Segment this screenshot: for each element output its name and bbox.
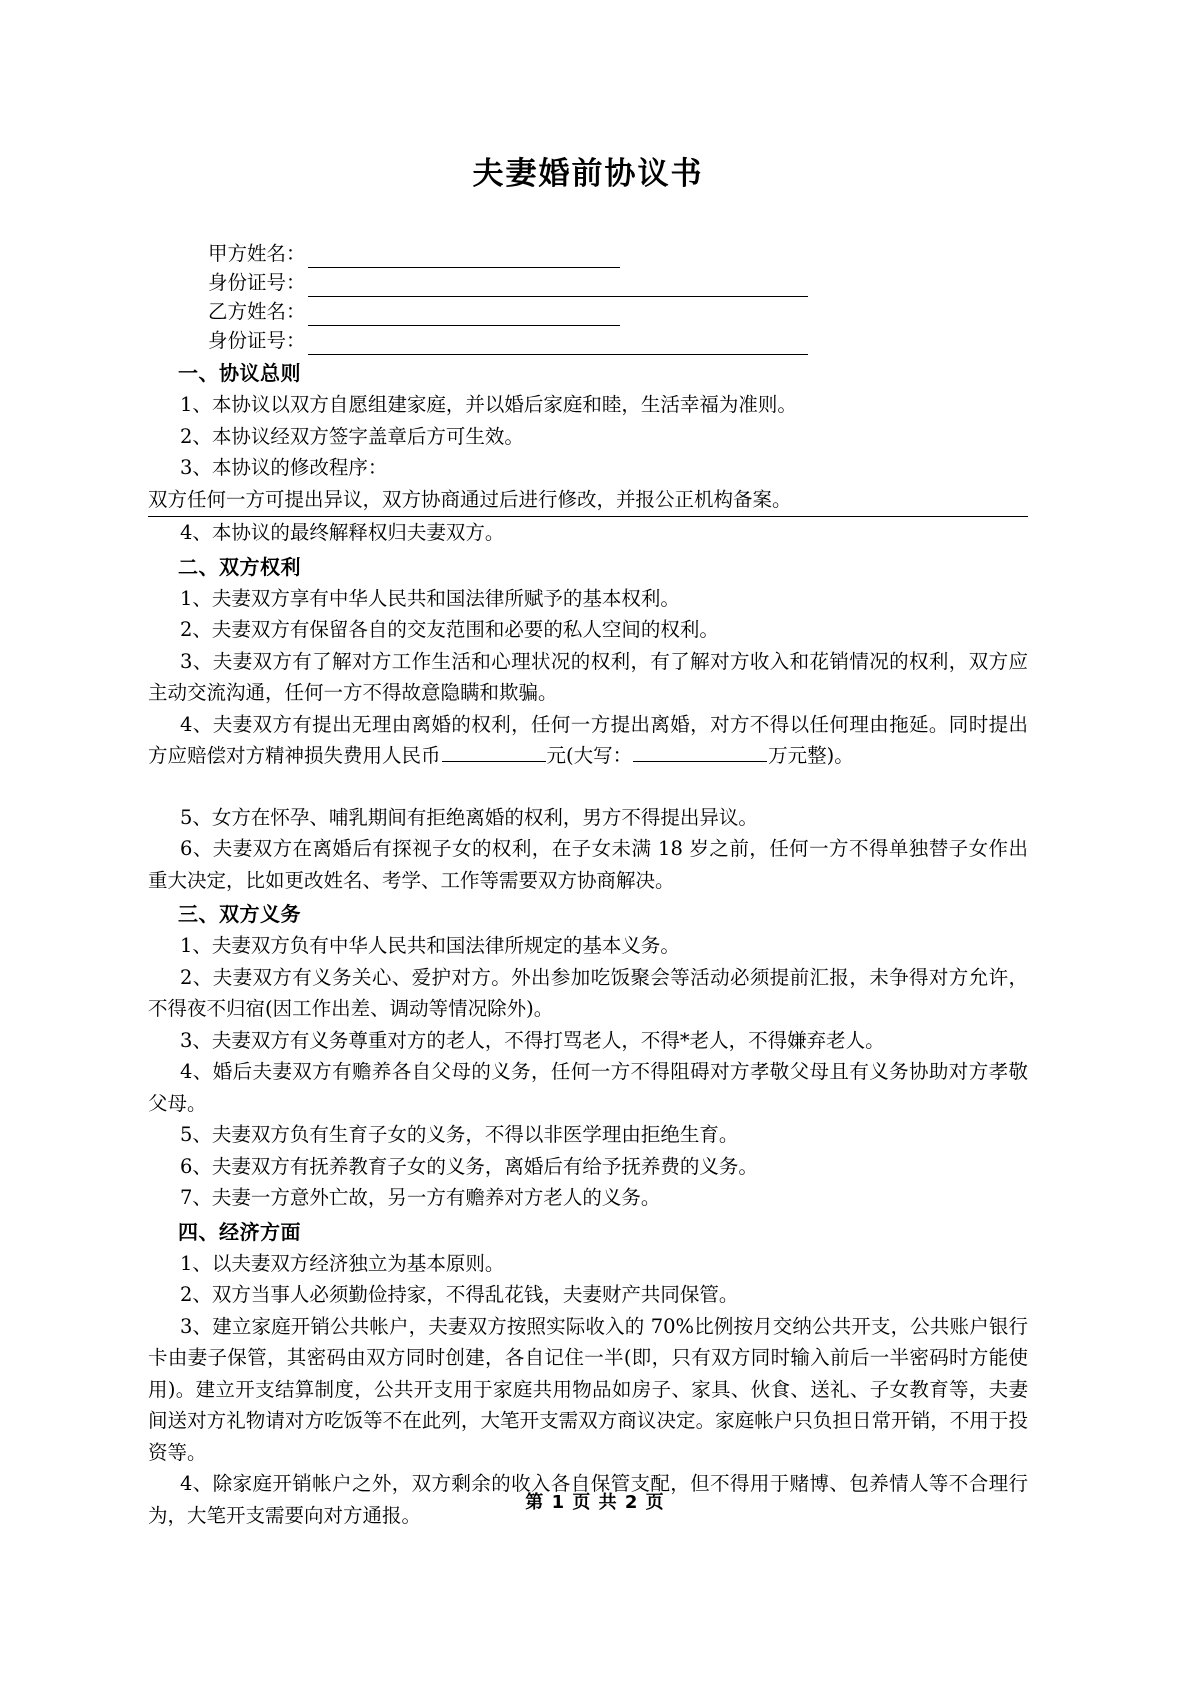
input-compensation-amount-uppercase[interactable]: [633, 744, 767, 762]
clause-4-4: 4、除家庭开销帐户之外，双方剩余的收入各自保管支配，但不得用于赌博、包养情人等不合理行为，大笔开支需要向对方通报。: [148, 1472, 1028, 1527]
clause-1-3: 3、本协议的修改程序：: [180, 456, 388, 479]
clause-2-4-unit-2: 万元整)。: [768, 744, 854, 767]
clause-3-7: 7、夫妻一方意外亡故，另一方有赡养对方老人的义务。: [180, 1186, 661, 1209]
clause-3-4: 4、婚后夫妻双方有赡养各自父母的义务，任何一方不得阻碍对方孝敬父母且有义务协助对方孝敬父母。: [148, 1060, 1028, 1115]
input-compensation-amount[interactable]: [442, 744, 546, 762]
clause-2-4-unit-1: 元(大写：: [546, 744, 633, 767]
form-row-party-b-name: [208, 297, 1028, 326]
clause-1-2: 2、本协议经双方签字盖章后方可生效。: [180, 424, 524, 448]
section-heading-mutual-obligations: 三、双方义务: [178, 902, 301, 926]
party-information-form: [148, 239, 1028, 355]
input-party-b-id[interactable]: [308, 334, 808, 355]
form-row-party-a-name: [208, 239, 1028, 268]
section-heading-general-rules: 一、协议总则: [178, 361, 301, 385]
clause-2-1: 1、夫妻双方享有中华人民共和国法律所赋予的基本权利。: [180, 586, 680, 610]
paragraph-spacer: [148, 772, 1028, 802]
clause-4-1: 1、以夫妻双方经济独立为基本原则。: [180, 1251, 505, 1275]
page-title: 夫妻婚前协议书: [472, 156, 704, 192]
clause-3-3: 3、夫妻双方有义务尊重对方的老人，不得打骂老人，不得*老人，不得嫌弃老人。: [180, 1028, 885, 1052]
label-party-a-name: 甲方姓名：: [208, 242, 306, 265]
clause-2-6: 6、夫妻双方在离婚后有探视子女的权利，在子女未满 18 岁之前，任何一方不得单独替子女作出重大决定，比如更改姓名、考学、工作等需要双方协商解决。: [148, 837, 1028, 892]
form-row-party-b-id: [208, 326, 1028, 355]
label-party-a-id: 身份证号：: [208, 271, 306, 294]
clause-2-5: 5、女方在怀孕、哺乳期间有拒绝离婚的权利，男方不得提出异议。: [180, 805, 758, 829]
clause-3-2: 2、夫妻双方有义务关心、爱护对方。外出参加吃饭聚会等活动必须提前汇报，未争得对方允许，不得夜不归宿(因工作出差、调动等情况除外)。: [148, 965, 1028, 1020]
clause-3-5: 5、夫妻双方负有生育子女的义务，不得以非医学理由拒绝生育。: [180, 1123, 739, 1146]
clause-2-2: 2、夫妻双方有保留各自的交友范围和必要的私人空间的权利。: [180, 618, 719, 641]
clause-3-6: 6、夫妻双方有抚养教育子女的义务，离婚后有给予抚养费的义务。: [180, 1154, 758, 1178]
section-heading-financial-matters: 四、经济方面: [178, 1219, 301, 1244]
document-body: [148, 0, 1028, 1531]
clause-3-1: 1、夫妻双方负有中华人民共和国法律所规定的基本义务。: [180, 934, 680, 957]
input-party-a-name[interactable]: [308, 247, 620, 268]
input-party-b-name[interactable]: [308, 305, 620, 326]
clause-1-4: 4、本协议的最终解释权归夫妻双方。: [180, 521, 505, 544]
page-footer: 第 1 页 共 2 页: [525, 1492, 665, 1513]
form-row-party-a-id: [208, 268, 1028, 297]
clause-4-2: 2、双方当事人必须勤俭持家，不得乱花钱，夫妻财产共同保管。: [180, 1283, 739, 1306]
input-party-a-id[interactable]: [308, 276, 808, 297]
clause-2-3: 3、夫妻双方有了解对方工作生活和心理状况的权利，有了解对方收入和花销情况的权利，双方应主动交流沟通，任何一方不得故意隐瞒和欺骗。: [148, 649, 1028, 704]
label-party-b-id: 身份证号：: [208, 329, 306, 352]
clause-4-3: 3、建立家庭开销公共帐户，夫妻双方按照实际收入的 70%比例按月交纳公共开支，公共账户银行卡由妻子保管，其密码由双方同时创建，各自记住一半(即，只有双方同时输入前后一半密码时方能使用)。建立开支结算制度，公共开支用于家庭共用物品如房子、家具、伙食、送礼、子女教育等，夫妻间送对方礼物请对方吃饭等不在此列，大笔开支需双方商议决定。家庭帐户只负担日常开销，不用于投资等。: [148, 1314, 1028, 1464]
label-party-b-name: 乙方姓名：: [208, 300, 306, 323]
clause-1-1: 1、本协议以双方自愿组建家庭，并以婚后家庭和睦，生活幸福为准则。: [180, 393, 797, 416]
clause-2-4-text: 4、夫妻双方有提出无理由离婚的权利，任何一方提出离婚，对方不得以任何理由拖延。同时提出方应赔偿对方精神损失费用人民币: [148, 712, 1028, 767]
section-heading-mutual-rights: 二、双方权利: [178, 554, 301, 579]
clause-1-3-detail: 双方任何一方可提出异议，双方协商通过后进行修改，并报公正机构备案。: [148, 484, 1028, 518]
clause-2-4: [148, 709, 1028, 772]
